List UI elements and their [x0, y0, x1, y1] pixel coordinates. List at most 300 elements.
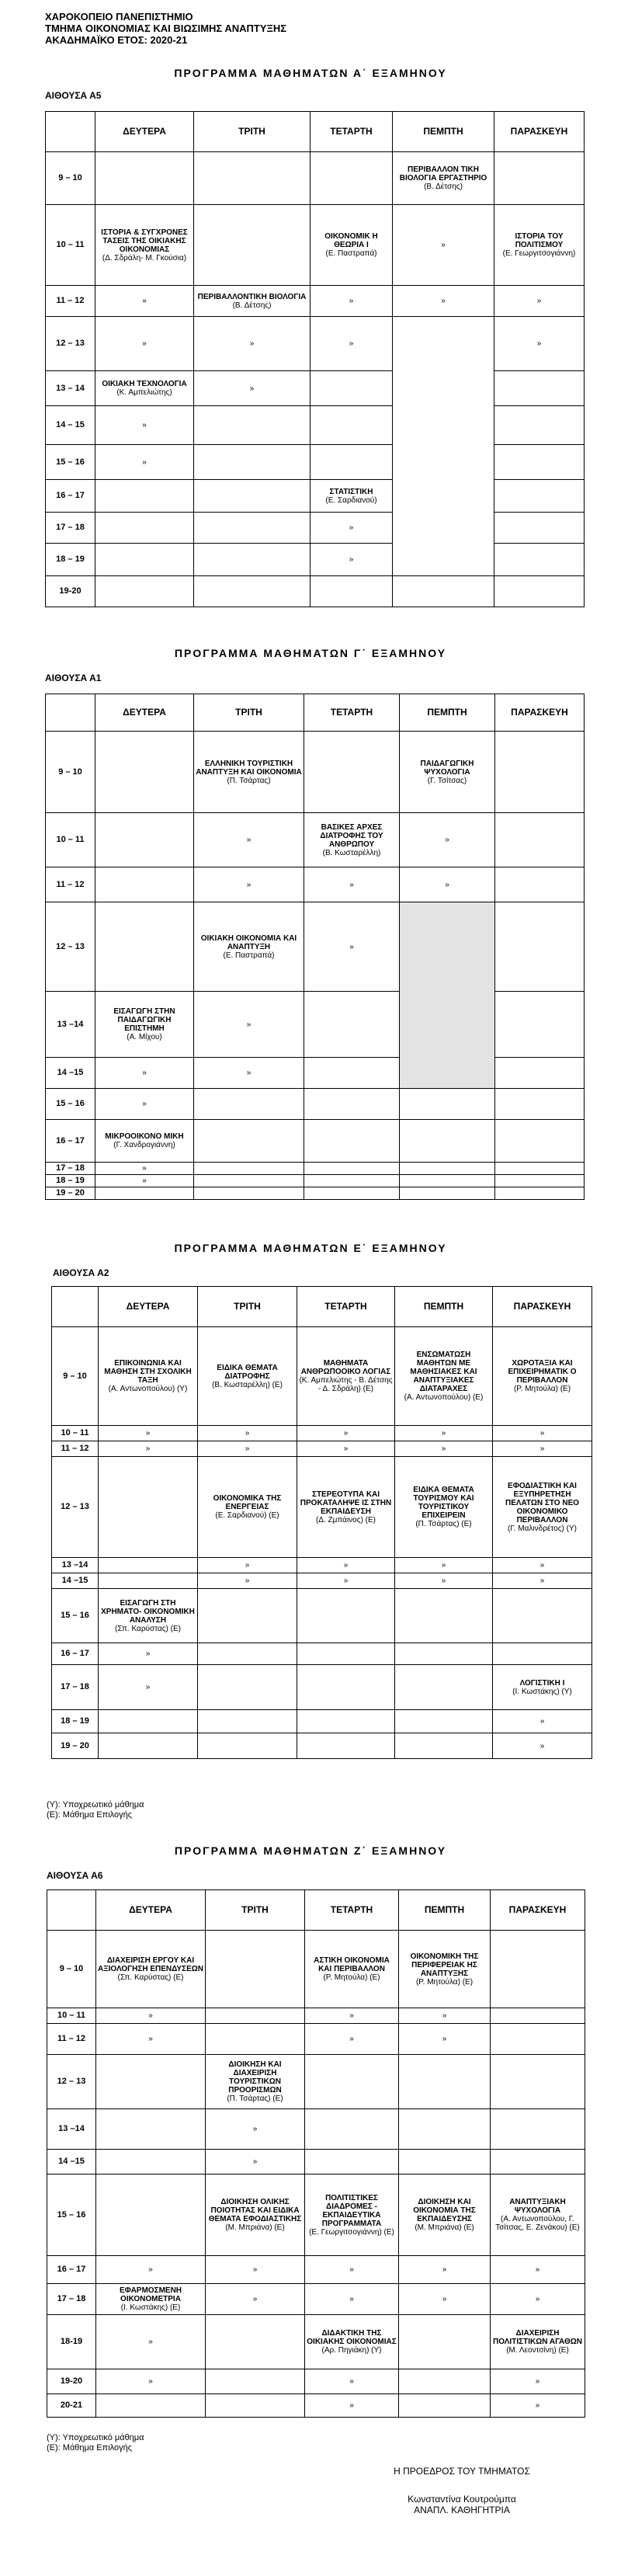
- course-instructor: (Ε. Γεωργιτσογιάννη): [502, 249, 576, 258]
- time-slot: 10 – 11: [52, 1426, 99, 1441]
- empty-cell: [393, 576, 494, 607]
- continuation-mark: »: [96, 2008, 206, 2024]
- course-cell: [310, 480, 393, 513]
- table-row: [47, 1931, 585, 2008]
- continuation-mark: »: [491, 2394, 585, 2418]
- day-friday: ΠΑΡΑΣΚΕΥΗ: [495, 694, 585, 732]
- day-monday: ΔΕΥΤΕΡΑ: [95, 112, 194, 152]
- legend-semester-e: [47, 1800, 144, 1820]
- course-instructor: (Ρ. Μητούλα) (Ε): [323, 1973, 380, 1982]
- semester-c-room: ΑΙΘΟΥΣΑ Α1: [45, 673, 102, 683]
- day-wednesday: ΤΕΤΑΡΤΗ: [297, 1287, 395, 1327]
- continuation-mark: »: [96, 2315, 206, 2369]
- time-slot: 18 – 19: [52, 1710, 99, 1733]
- course-instructor: (Αρ. Πηγιάκη) (Υ): [321, 2346, 382, 2355]
- continuation-mark: »: [194, 317, 310, 371]
- empty-cell: [395, 1589, 493, 1643]
- corner-cell: [52, 1287, 99, 1327]
- course-cell: [194, 902, 304, 992]
- time-slot: 11 – 12: [46, 286, 95, 317]
- empty-cell: [99, 1573, 198, 1589]
- course-name: ΟΙΚΟΝΟΜΙΚΗ ΤΗΣ ΠΕΡΙΦΕΡΕΙΑΚ ΗΣ ΑΝΑΠΤΥΞΗΣ: [410, 1952, 479, 1978]
- continuation-mark: »: [393, 286, 494, 317]
- continuation-mark: »: [297, 1573, 395, 1589]
- empty-cell: [304, 732, 400, 813]
- continuation-mark: »: [493, 1558, 592, 1573]
- time-slot: 13 – 14: [46, 371, 95, 406]
- course-cell: [493, 1457, 592, 1558]
- course-cell: [493, 1327, 592, 1426]
- course-name: ΔΙΟΙΚΗΣΗ ΚΑΙ ΔΙΑΧΕΙΡΙΣΗ ΤΟΥΡΙΣΤΙΚΩΝ ΠΡΟΟΡΙΣΜΩΝ: [228, 2060, 282, 2095]
- signature-title: Η ΠΡΟΕΔΡΟΣ ΤΟΥ ΤΜΗΜΑΤΟΣ: [394, 2466, 530, 2477]
- corner-cell: [47, 1890, 96, 1931]
- empty-cell: [96, 2174, 206, 2256]
- empty-cell: [495, 813, 585, 867]
- time-slot: 16 – 17: [46, 1120, 95, 1163]
- empty-cell: [198, 1589, 297, 1643]
- empty-cell: [395, 1710, 493, 1733]
- table-row: [47, 2174, 585, 2256]
- time-slot: 12 – 13: [46, 902, 95, 992]
- time-slot: 9 – 10: [46, 732, 95, 813]
- time-slot: 14 –15: [46, 1058, 95, 1089]
- empty-cell: [194, 576, 310, 607]
- course-instructor: (Δ. Σδράλη- Μ. Γκούσια): [102, 253, 187, 262]
- empty-cell: [495, 992, 585, 1058]
- empty-cell: [95, 902, 194, 992]
- semester-e-room: ΑΙΘΟΥΣΑ Α2: [53, 1267, 109, 1278]
- continuation-mark: »: [96, 2024, 206, 2055]
- empty-cell: [393, 317, 494, 576]
- signature-block: [365, 2466, 559, 2515]
- time-slot: 18 – 19: [46, 1175, 95, 1187]
- legend-mandatory: (Υ): Υποχρεωτικό μάθημα: [47, 2433, 144, 2442]
- course-instructor: (Ε. Σαρδιανού) (Ε): [215, 1511, 279, 1520]
- empty-cell: [297, 1710, 395, 1733]
- time-slot: 19 – 20: [52, 1733, 99, 1759]
- continuation-mark: »: [198, 1441, 297, 1457]
- course-cell: [198, 1327, 297, 1426]
- table-row: [52, 1733, 592, 1759]
- empty-cell: [99, 1558, 198, 1573]
- table-row: [46, 1058, 585, 1089]
- table-row: [47, 2008, 585, 2024]
- corner-cell: [46, 694, 95, 732]
- course-instructor: (Δ. Ζμπάινος) (Ε): [315, 1515, 376, 1524]
- table-row: [46, 992, 585, 1058]
- table-row: [46, 576, 585, 607]
- continuation-mark: »: [493, 1573, 592, 1589]
- course-cell: [399, 2174, 491, 2256]
- course-instructor: (Κ. Αμπελιώτης): [116, 388, 172, 397]
- header-row: [47, 1890, 585, 1931]
- empty-cell: [95, 732, 194, 813]
- time-slot: 11 – 12: [52, 1441, 99, 1457]
- course-cell: [194, 286, 310, 317]
- continuation-mark: »: [305, 2024, 399, 2055]
- table-row: [46, 371, 585, 406]
- course-cell: [99, 1589, 198, 1643]
- empty-cell: [310, 152, 393, 205]
- day-monday: ΔΕΥΤΕΡΑ: [99, 1287, 198, 1327]
- course-instructor: (Ε. Παστραπά): [325, 249, 377, 258]
- empty-cell: [494, 576, 585, 607]
- empty-cell: [297, 1665, 395, 1710]
- signature-rank: ΑΝΑΠΛ. ΚΑΘΗΓΗΤΡΙΑ: [414, 2505, 510, 2515]
- day-tuesday: ΤΡΙΤΗ: [194, 112, 310, 152]
- course-cell: [96, 1931, 206, 2008]
- table-row: [46, 544, 585, 576]
- empty-cell: [194, 152, 310, 205]
- course-instructor: (Α. Αντωνοπούλου) (Ε): [404, 1393, 484, 1402]
- empty-cell: [198, 1710, 297, 1733]
- empty-cell: [400, 1175, 495, 1187]
- course-name: ΔΙΑΧΕΙΡΙΣΗ ΠΟΛΙΤΙΣΤΙΚΩΝ ΑΓΑΘΩΝ: [493, 2329, 582, 2346]
- course-name: ΔΙΟΙΚΗΣΗ ΟΛΙΚΗΣ ΠΟΙΟΤΗΤΑΣ ΚΑΙ ΕΙΔΙΚΑ ΘΕΜΑΤΑ ΕΦΟΔΙΑΣΤΙΚΗΣ: [208, 2198, 302, 2223]
- empty-cell: [495, 1187, 585, 1200]
- continuation-mark: »: [393, 205, 494, 286]
- empty-cell: [95, 480, 194, 513]
- header-row: [46, 112, 585, 152]
- continuation-mark: »: [493, 1733, 592, 1759]
- empty-cell: [495, 1120, 585, 1163]
- table-row: [52, 1573, 592, 1589]
- empty-cell: [194, 480, 310, 513]
- course-instructor: (Β. Δέτσης): [232, 301, 272, 310]
- course-cell: [95, 205, 194, 286]
- empty-cell: [206, 2024, 305, 2055]
- course-instructor: (Γ. Μαλινδρέτος) (Υ): [508, 1524, 577, 1533]
- day-thursday: ΠΕΜΠΤΗ: [395, 1287, 493, 1327]
- empty-cell: [495, 1163, 585, 1175]
- empty-cell: [395, 1665, 493, 1710]
- course-name: ΟΙΚΙΑΚΗ ΤΕΧΝΟΛΟΓΙΑ: [102, 380, 187, 388]
- empty-cell: [194, 445, 310, 480]
- empty-cell: [395, 1733, 493, 1759]
- time-slot: 18-19: [47, 2315, 96, 2369]
- course-instructor: (Β. Κωσταρέλλη): [322, 848, 381, 857]
- continuation-mark: »: [198, 1558, 297, 1573]
- table-row: [52, 1643, 592, 1665]
- table-row: [47, 2150, 585, 2174]
- continuation-mark: »: [310, 544, 393, 576]
- continuation-mark: »: [305, 2284, 399, 2315]
- course-cell: [95, 992, 194, 1058]
- continuation-mark: »: [297, 1558, 395, 1573]
- course-name: ΒΑΣΙΚΕΣ ΑΡΧΕΣ ΔΙΑΤΡΟΦΗΣ ΤΟΥ ΑΝΘΡΩΠΟΥ: [320, 822, 383, 849]
- legend-elective: (Ε): Μάθημα Επιλογής: [47, 2443, 133, 2453]
- course-cell: [400, 732, 495, 813]
- continuation-mark: »: [99, 1441, 198, 1457]
- course-instructor: (Ε. Παστραπά): [223, 951, 275, 960]
- continuation-mark: »: [99, 1665, 198, 1710]
- empty-cell: [99, 1733, 198, 1759]
- continuation-mark: »: [491, 2256, 585, 2284]
- time-slot: 14 – 15: [46, 406, 95, 445]
- semester-c-title: ΠΡΟΓΡΑΜΜΑ ΜΑΘΗΜΑΤΩΝ Γ΄ ΕΞΑΜΗΝΟΥ: [174, 647, 447, 659]
- header-row: [52, 1287, 592, 1327]
- empty-cell: [495, 867, 585, 902]
- table-row: [52, 1457, 592, 1558]
- table-row: [46, 406, 585, 445]
- course-name: ΜΑΘΗΜΑΤΑ ΑΝΘΡΩΠΟΟΙΚΟ ΛΟΓΙΑΣ: [300, 1359, 391, 1376]
- empty-cell: [297, 1643, 395, 1665]
- time-slot: 10 – 11: [47, 2008, 96, 2024]
- empty-cell: [198, 1665, 297, 1710]
- day-thursday: ΠΕΜΠΤΗ: [400, 694, 495, 732]
- course-name: ΜΙΚΡΟΟΙΚΟΝΟ ΜΙΚΗ: [105, 1132, 184, 1141]
- course-cell: [96, 2284, 206, 2315]
- time-slot: 19-20: [47, 2369, 96, 2394]
- course-cell: [310, 205, 393, 286]
- empty-cell: [399, 2055, 491, 2109]
- continuation-mark: »: [99, 1643, 198, 1665]
- continuation-mark: »: [206, 2150, 305, 2174]
- empty-cell: [491, 2150, 585, 2174]
- signature-name: Κωνσταντίνα Κουτρούμπα: [408, 2494, 516, 2505]
- table-row: [47, 2109, 585, 2150]
- time-slot: 17 – 18: [52, 1665, 99, 1710]
- empty-cell: [95, 576, 194, 607]
- continuation-mark: »: [99, 1426, 198, 1441]
- table-row: [46, 480, 585, 513]
- legend-semester-z: [47, 2433, 144, 2453]
- time-slot: 13 –14: [47, 2109, 96, 2150]
- course-cell: [95, 371, 194, 406]
- day-tuesday: ΤΡΙΤΗ: [206, 1890, 305, 1931]
- continuation-mark: »: [95, 1058, 194, 1089]
- continuation-mark: »: [95, 1175, 194, 1187]
- continuation-mark: »: [305, 2369, 399, 2394]
- day-friday: ΠΑΡΑΣΚΕΥΗ: [491, 1890, 585, 1931]
- continuation-mark: »: [395, 1441, 493, 1457]
- continuation-mark: »: [399, 2284, 491, 2315]
- semester-e-title: ΠΡΟΓΡΑΜΜΑ ΜΑΘΗΜΑΤΩΝ Ε΄ ΕΞΑΜΗΝΟΥ: [174, 1242, 447, 1254]
- course-cell: [206, 2055, 305, 2109]
- department-name: ΤΜΗΜΑ ΟΙΚΟΝΟΜΙΑΣ ΚΑΙ ΒΙΩΣΙΜΗΣ ΑΝΑΠΤΥΞΗΣ: [45, 23, 287, 34]
- semester-c-table: [45, 694, 585, 1200]
- table-row: [47, 2024, 585, 2055]
- empty-cell: [399, 2394, 491, 2418]
- continuation-mark: »: [395, 1426, 493, 1441]
- table-row: [47, 2256, 585, 2284]
- empty-cell: [400, 1089, 495, 1120]
- course-name: ΔΙΟΙΚΗΣΗ ΚΑΙ ΟΙΚΟΝΟΜΙΑ ΤΗΣ ΕΚΠΑΙΔΕΥΣΗΣ: [413, 2198, 476, 2223]
- course-instructor: (Α. Αντωνοπούλου, Γ. Τσίτσας, Ε. Ζενάκου) (Ε): [495, 2215, 580, 2232]
- semester-a-table: [45, 111, 585, 607]
- empty-cell: [95, 152, 194, 205]
- table-row: [47, 2315, 585, 2369]
- course-name: ΣΤΕΡΕΟΤΥΠΑ ΚΑΙ ΠΡΟΚΑΤΑΛΗΨΕ ΙΣ ΣΤΗΝ ΕΚΠΑΙΔΕΥΣΗ: [300, 1490, 392, 1516]
- empty-cell: [491, 1931, 585, 2008]
- table-row: [46, 902, 585, 992]
- empty-cell: [491, 2109, 585, 2150]
- empty-cell: [495, 732, 585, 813]
- course-instructor: (Ι. Κωστάκης) (Υ): [512, 1687, 572, 1696]
- empty-cell: [304, 1089, 400, 1120]
- continuation-mark: »: [491, 2369, 585, 2394]
- continuation-mark: »: [400, 813, 495, 867]
- course-name: ΕΙΔΙΚΑ ΘΕΜΑΤΑ ΤΟΥΡΙΣΜΟΥ ΚΑΙ ΤΟΥΡΙΣΤΙΚΟΥ ΕΠΙΧΕΙΡΕΙΝ: [413, 1486, 474, 1520]
- continuation-mark: »: [304, 867, 400, 902]
- time-slot: 14 –15: [47, 2150, 96, 2174]
- empty-cell: [304, 1175, 400, 1187]
- time-slot: 19-20: [46, 576, 95, 607]
- empty-cell: [206, 2008, 305, 2024]
- semester-z-room: ΑΙΘΟΥΣΑ Α6: [47, 1870, 103, 1881]
- empty-cell: [194, 1089, 304, 1120]
- empty-cell: [95, 1187, 194, 1200]
- empty-cell: [206, 2394, 305, 2418]
- continuation-mark: »: [198, 1573, 297, 1589]
- course-cell: [297, 1457, 395, 1558]
- continuation-mark: »: [304, 902, 400, 992]
- empty-cell: [95, 513, 194, 544]
- time-slot: 12 – 13: [46, 317, 95, 371]
- day-monday: ΔΕΥΤΕΡΑ: [96, 1890, 206, 1931]
- time-slot: 18 – 19: [46, 544, 95, 576]
- empty-cell: [305, 2109, 399, 2150]
- empty-cell: [297, 1589, 395, 1643]
- table-row: [47, 2394, 585, 2418]
- empty-cell: [304, 1120, 400, 1163]
- continuation-mark: »: [399, 2024, 491, 2055]
- empty-cell: [399, 2315, 491, 2369]
- time-slot: 15 – 16: [47, 2174, 96, 2256]
- empty-cell: [310, 445, 393, 480]
- empty-cell: [206, 1931, 305, 2008]
- course-instructor: (Ρ. Μητούλα) (Ε): [513, 1385, 571, 1393]
- empty-cell: [310, 576, 393, 607]
- continuation-mark: »: [95, 317, 194, 371]
- continuation-mark: »: [395, 1558, 493, 1573]
- semester-e-table: [51, 1286, 592, 1759]
- empty-cell: [194, 205, 310, 286]
- continuation-mark: »: [305, 2008, 399, 2024]
- empty-cell: [494, 406, 585, 445]
- course-instructor: (Π. Τσάρτας): [227, 776, 271, 785]
- course-instructor: (Π. Τσάρτας) (Ε): [415, 1520, 472, 1528]
- day-tuesday: ΤΡΙΤΗ: [194, 694, 304, 732]
- time-slot: 19 – 20: [46, 1187, 95, 1200]
- continuation-mark: »: [399, 2008, 491, 2024]
- table-row: [52, 1327, 592, 1426]
- empty-cell: [395, 1643, 493, 1665]
- course-name: ΠΟΛΙΤΙΣΤΙΚΕΣ ΔΙΑΔΡΟΜΕΣ - ΕΚΠΑΙΔΕΥΤΙΚΑ ΠΡΟΓΡΑΜΜΑΤΑ: [321, 2193, 382, 2228]
- continuation-mark: »: [96, 2256, 206, 2284]
- time-slot: 10 – 11: [46, 813, 95, 867]
- continuation-mark: »: [194, 1058, 304, 1089]
- table-row: [52, 1426, 592, 1441]
- course-name: ΕΙΣΑΓΩΓΗ ΣΤΗ ΧΡΗΜΑΤΟ- ΟΙΚΟΝΟΜΙΚΗ ΑΝΑΛΥΣΗ: [101, 1598, 195, 1625]
- empty-cell: [495, 1175, 585, 1187]
- empty-cell: [399, 2150, 491, 2174]
- course-cell: [491, 2174, 585, 2256]
- continuation-mark: »: [95, 445, 194, 480]
- empty-cell: [494, 544, 585, 576]
- day-thursday: ΠΕΜΠΤΗ: [393, 112, 494, 152]
- empty-cell: [491, 2055, 585, 2109]
- continuation-mark: »: [494, 317, 585, 371]
- course-cell: [198, 1457, 297, 1558]
- time-slot: 17 – 18: [46, 513, 95, 544]
- legend-mandatory: (Υ): Υποχρεωτικό μάθημα: [47, 1800, 144, 1809]
- course-instructor: (Ι. Κωστάκης) (Ε): [120, 2303, 181, 2312]
- table-row: [47, 2055, 585, 2109]
- continuation-mark: »: [194, 992, 304, 1058]
- table-row: [46, 205, 585, 286]
- course-instructor: (Ε. Γεωργιτσογιάννη) (Ε): [309, 2227, 394, 2237]
- empty-cell: [305, 2055, 399, 2109]
- course-instructor: (Γ. Τσίτσας): [427, 776, 467, 785]
- empty-cell: [310, 371, 393, 406]
- empty-cell: [400, 1120, 495, 1163]
- course-instructor: (Κ. Αμπελιώτης - Β. Δέτσης - Δ. Σδράλη) (Ε): [299, 1376, 393, 1393]
- empty-cell: [194, 1187, 304, 1200]
- continuation-mark: »: [494, 286, 585, 317]
- empty-cell: [99, 1457, 198, 1558]
- empty-cell: [198, 1733, 297, 1759]
- empty-cell: [194, 1120, 304, 1163]
- empty-cell: [491, 2024, 585, 2055]
- time-slot: 16 – 17: [46, 480, 95, 513]
- empty-cell: [95, 544, 194, 576]
- course-instructor: (Β. Δέτσης): [424, 183, 463, 191]
- continuation-mark: »: [95, 286, 194, 317]
- empty-cell: [494, 371, 585, 406]
- course-cell: [493, 1665, 592, 1710]
- empty-cell: [95, 867, 194, 902]
- time-slot: 9 – 10: [46, 152, 95, 205]
- course-instructor: (Π. Τσάρτας) (Ε): [227, 2095, 283, 2103]
- continuation-mark: »: [206, 2256, 305, 2284]
- semester-a-room: ΑΙΘΟΥΣΑ Α5: [45, 90, 102, 101]
- empty-cell: [400, 1163, 495, 1175]
- continuation-mark: »: [198, 1426, 297, 1441]
- day-monday: ΔΕΥΤΕΡΑ: [95, 694, 194, 732]
- course-name: ΕΦΑΡΜΟΣΜΕΝΗ ΟΙΚΟΝΟΜΕΤΡΙΑ: [119, 2286, 182, 2303]
- empty-cell: [495, 902, 585, 992]
- table-row: [46, 286, 585, 317]
- time-slot: 13 –14: [52, 1558, 99, 1573]
- semester-z-table: [47, 1889, 585, 2418]
- table-row: [52, 1710, 592, 1733]
- course-name: ΠΑΙΔΑΓΩΓΙΚΗ ΨΥΧΟΛΟΓΙΑ: [420, 759, 474, 777]
- continuation-mark: »: [206, 2109, 305, 2150]
- empty-cell: [494, 480, 585, 513]
- table-row: [46, 1175, 585, 1187]
- time-slot: 17 – 18: [46, 1163, 95, 1175]
- table-row: [46, 813, 585, 867]
- empty-cell: [399, 2369, 491, 2394]
- continuation-mark: »: [297, 1426, 395, 1441]
- day-friday: ΠΑΡΑΣΚΕΥΗ: [493, 1287, 592, 1327]
- course-name: ΕΙΣΑΓΩΓΗ ΣΤΗΝ ΠΑΙΔΑΓΩΓΙΚΗ ΕΠΙΣΤΗΜΗ: [113, 1007, 175, 1033]
- day-tuesday: ΤΡΙΤΗ: [198, 1287, 297, 1327]
- time-slot: 10 – 11: [46, 205, 95, 286]
- continuation-mark: »: [305, 2394, 399, 2418]
- table-row: [52, 1589, 592, 1643]
- table-row: [46, 1089, 585, 1120]
- course-name: ΙΣΤΟΡΙΑ & ΣΥΓΧΡΟΝΕΣ ΤΑΣΕΙΣ ΤΗΣ ΟΙΚΙΑΚΗΣ ΟΙΚΟΝΟΜΙΑΣ: [101, 228, 188, 254]
- course-instructor: (Μ. Λεοντσίνη) (Ε): [506, 2346, 569, 2355]
- course-name: ΣΤΑΤΙΣΤΙΚΗ: [329, 487, 373, 496]
- course-name: ΟΙΚΟΝΟΜΙΚ Η ΘΕΩΡΙΑ Ι: [324, 232, 378, 249]
- empty-cell: [206, 2369, 305, 2394]
- empty-cell: [198, 1643, 297, 1665]
- course-name: ΔΙΑΧΕΙΡΙΣΗ ΕΡΓΟΥ ΚΑΙ ΑΞΙΟΛΟΓΗΣΗ ΕΠΕΝΔΥΣΕΩΝ: [98, 1956, 204, 1973]
- academic-year: ΑΚΑΔΗΜΑΪΚΟ ΕΤΟΣ: 2020-21: [45, 34, 188, 46]
